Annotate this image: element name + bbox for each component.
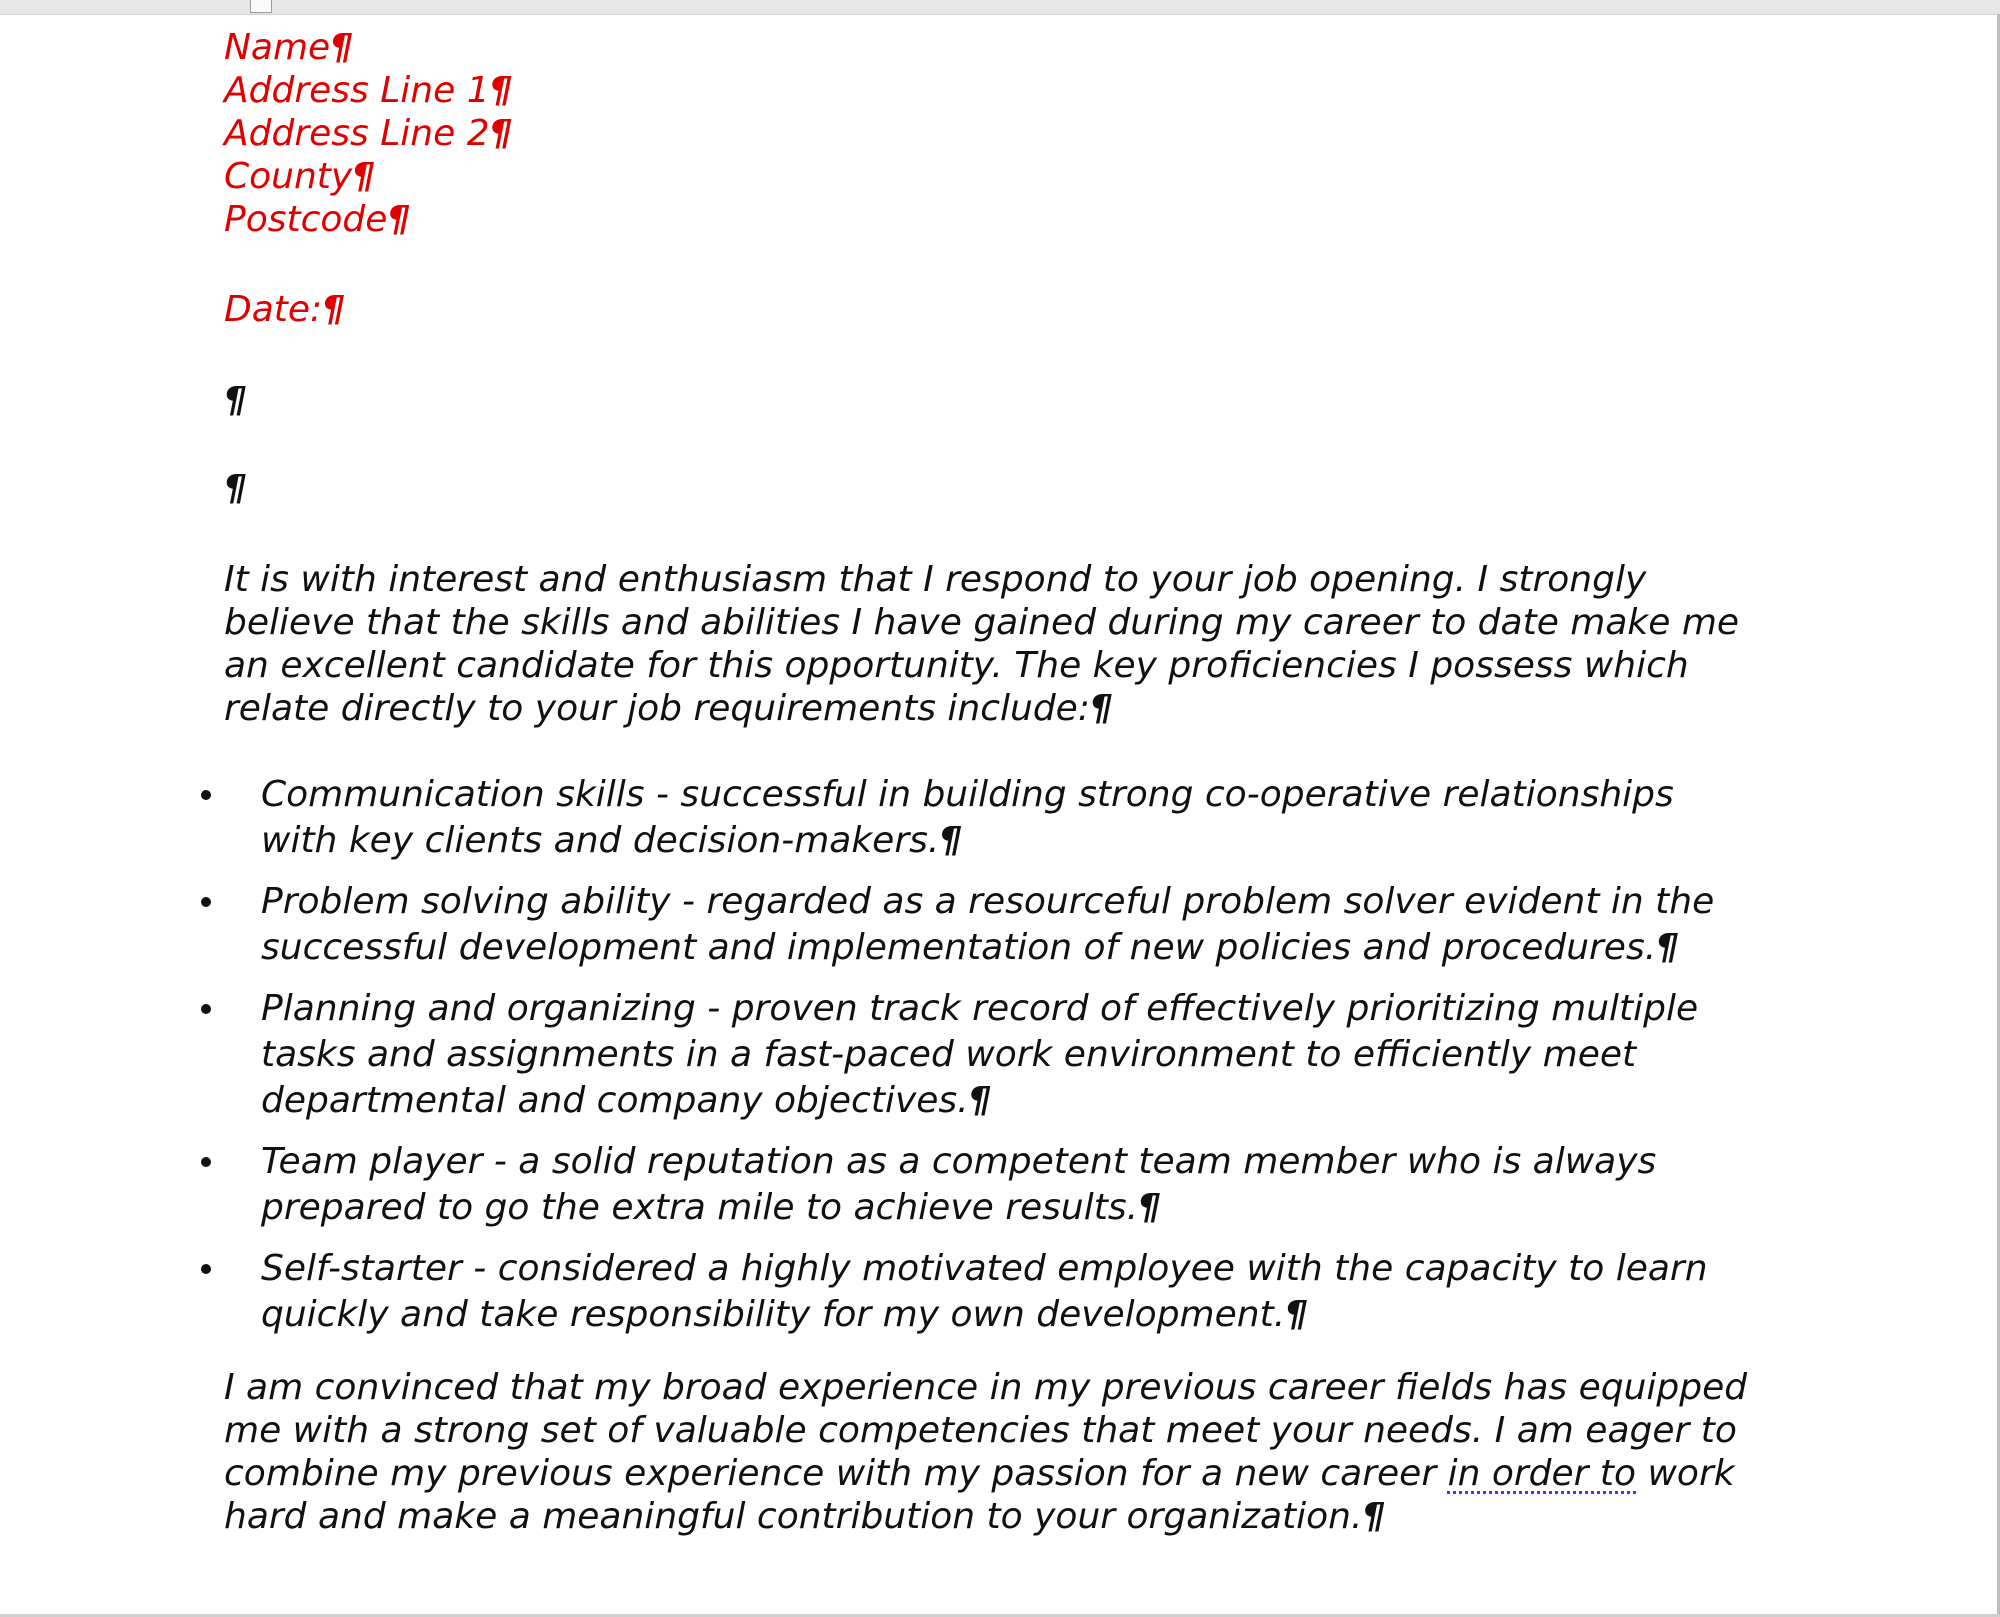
pilcrow-mark: ¶ xyxy=(1362,1496,1386,1537)
pilcrow-mark: ¶ xyxy=(939,820,963,861)
ruler-indent-marker[interactable] xyxy=(250,0,272,13)
address-line-county: County¶ xyxy=(224,156,376,197)
pilcrow-mark: ¶ xyxy=(968,1080,992,1121)
pilcrow-mark: ¶ xyxy=(387,199,411,240)
bullet-icon xyxy=(201,1004,211,1014)
address-line-postcode: Postcode¶ xyxy=(224,199,411,240)
pilcrow-mark: ¶ xyxy=(352,156,376,197)
list-item: Problem solving ability - regarded as a resourceful problem solver evident in the successful development and implementation of new policies and procedures.¶ xyxy=(224,879,1784,971)
bullet-icon xyxy=(201,1264,211,1274)
pilcrow-mark: ¶ xyxy=(224,468,247,509)
paragraph-line: combine my previous experience with my passion for a new career in order to work xyxy=(224,1453,1735,1494)
address-line-2: Address Line 2¶ xyxy=(224,113,513,154)
intro-paragraph xyxy=(224,558,1784,730)
closing-paragraph xyxy=(224,1366,1784,1538)
pilcrow-mark: ¶ xyxy=(1089,688,1113,729)
window-top-bar xyxy=(0,0,2000,15)
list-item: Communication skills - successful in building strong co-operative relationships with key clients and decision-makers.¶ xyxy=(224,772,1784,864)
paragraph-line: It is with interest and enthusiasm that I respond to your job opening. I strongly xyxy=(224,559,1647,600)
bullet-icon xyxy=(201,790,211,800)
pilcrow-mark: ¶ xyxy=(224,380,247,421)
pilcrow-mark: ¶ xyxy=(1656,927,1680,968)
list-item: Team player - a solid reputation as a competent team member who is always prepared to go the extra mile to achieve results.¶ xyxy=(224,1139,1784,1231)
date-line: Date:¶ xyxy=(224,289,346,330)
pilcrow-mark: ¶ xyxy=(322,289,346,330)
pilcrow-mark: ¶ xyxy=(1285,1294,1309,1335)
empty-paragraph xyxy=(224,379,1784,422)
paragraph-line: believe that the skills and abilities I have gained during my career to date make me xyxy=(224,602,1740,643)
empty-paragraph xyxy=(224,467,1784,510)
paragraph-line: relate directly to your job requirements include:¶ xyxy=(224,688,1113,729)
address-line-1: Address Line 1¶ xyxy=(224,70,513,111)
paragraph-line: I am convinced that my broad experience in my previous career fields has equipped xyxy=(224,1367,1748,1408)
list-item: Self-starter - considered a highly motivated employee with the capacity to learn quickly and take responsibility for my own development.¶ xyxy=(224,1246,1784,1338)
bullet-icon xyxy=(201,1157,211,1167)
list-item: Planning and organizing - proven track record of effectively prioritizing multiple tasks and assignments in a fast-paced work environment to efficiently meet departmental and company objectives.¶ xyxy=(224,986,1784,1124)
grammar-flagged-phrase[interactable]: in order to xyxy=(1447,1453,1637,1494)
bullet-icon xyxy=(201,897,211,907)
pilcrow-mark: ¶ xyxy=(1138,1187,1161,1228)
proficiency-list xyxy=(224,772,1784,1338)
address-line-name: Name¶ xyxy=(224,27,354,68)
paragraph-line: me with a strong set of valuable competencies that meet your needs. I am eager to xyxy=(224,1410,1737,1451)
pilcrow-mark: ¶ xyxy=(489,70,513,111)
paragraph-line: an excellent candidate for this opportunity. The key proficiencies I possess which xyxy=(224,645,1689,686)
paragraph-line: hard and make a meaningful contribution to your organization.¶ xyxy=(224,1496,1386,1537)
document-page[interactable] xyxy=(224,26,1784,1538)
pilcrow-mark: ¶ xyxy=(330,27,354,68)
address-block xyxy=(224,26,1784,241)
pilcrow-mark: ¶ xyxy=(489,113,513,154)
